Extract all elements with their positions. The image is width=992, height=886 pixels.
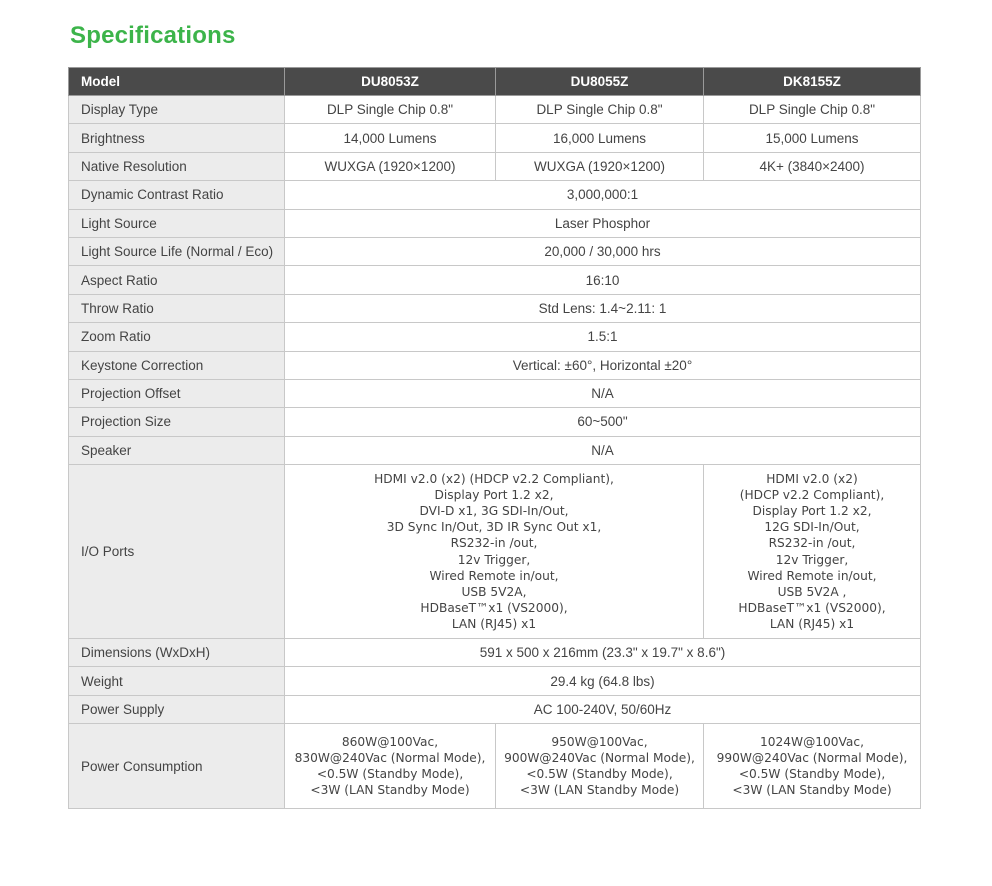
io-line: HDMI v2.0 (x2) (HDCP v2.2 Compliant), <box>374 472 614 487</box>
cell-value: 20,000 / 30,000 hrs <box>285 237 921 265</box>
io-line: HDMI v2.0 (x2) <box>766 472 858 487</box>
page-title: Specifications <box>70 22 236 49</box>
io-line: Wired Remote in/out, <box>429 568 559 583</box>
cell-value: 15,000 Lumens <box>704 124 921 152</box>
row-label: Power Supply <box>69 695 285 723</box>
cell-value: N/A <box>285 379 921 407</box>
power-line: 950W@100Vac, <box>551 735 648 750</box>
row-label: Brightness <box>69 124 285 152</box>
cell-value: AC 100-240V, 50/60Hz <box>285 695 921 723</box>
header-model-du8055z: DU8055Z <box>496 68 704 96</box>
cell-value: 1.5:1 <box>285 323 921 351</box>
cell-value: 3,000,000:1 <box>285 181 921 209</box>
cell-value: 14,000 Lumens <box>285 124 496 152</box>
table-row <box>69 408 921 436</box>
cell-value: Laser Phosphor <box>285 209 921 237</box>
row-label: I/O Ports <box>69 465 285 639</box>
cell-value-power-du8055z <box>496 724 704 809</box>
io-line: HDBaseT™x1 (VS2000), <box>738 600 886 615</box>
io-line: RS232-in /out, <box>768 536 856 551</box>
specifications-table <box>68 67 921 809</box>
cell-value: DLP Single Chip 0.8" <box>496 96 704 124</box>
row-label: Aspect Ratio <box>69 266 285 294</box>
power-line: 830W@240Vac (Normal Mode), <box>294 751 486 766</box>
table-row <box>69 152 921 180</box>
power-line: <0.5W (Standby Mode), <box>316 767 464 782</box>
row-label: Dynamic Contrast Ratio <box>69 181 285 209</box>
cell-value: WUXGA (1920×1200) <box>285 152 496 180</box>
row-label: Keystone Correction <box>69 351 285 379</box>
cell-value: 591 x 500 x 216mm (23.3" x 19.7" x 8.6") <box>285 639 921 667</box>
row-label: Weight <box>69 667 285 695</box>
cell-value-power-dk8155z <box>704 724 921 809</box>
row-label: Projection Size <box>69 408 285 436</box>
table-row <box>69 695 921 723</box>
table-row <box>69 351 921 379</box>
cell-value: 29.4 kg (64.8 lbs) <box>285 667 921 695</box>
header-model-dk8155z: DK8155Z <box>704 68 921 96</box>
io-line: Display Port 1.2 x2, <box>434 488 554 503</box>
io-line: 12v Trigger, <box>775 552 849 567</box>
io-line: 3D Sync In/Out, 3D IR Sync Out x1, <box>386 520 602 535</box>
table-row <box>69 96 921 124</box>
power-line: <3W (LAN Standby Mode) <box>519 783 680 798</box>
io-line: LAN (RJ45) x1 <box>451 616 537 631</box>
table-row <box>69 124 921 152</box>
table-row <box>69 209 921 237</box>
power-line: <0.5W (Standby Mode), <box>738 767 886 782</box>
header-model-du8053z: DU8053Z <box>285 68 496 96</box>
table-row <box>69 294 921 322</box>
table-row <box>69 237 921 265</box>
cell-value: 16:10 <box>285 266 921 294</box>
table-row <box>69 436 921 464</box>
table-row <box>69 266 921 294</box>
table-row <box>69 323 921 351</box>
cell-value: N/A <box>285 436 921 464</box>
table-row <box>69 639 921 667</box>
cell-value: 60~500" <box>285 408 921 436</box>
row-label: Speaker <box>69 436 285 464</box>
row-label: Throw Ratio <box>69 294 285 322</box>
power-line: <3W (LAN Standby Mode) <box>310 783 470 798</box>
row-label: Zoom Ratio <box>69 323 285 351</box>
cell-value: Std Lens: 1.4~2.11: 1 <box>285 294 921 322</box>
power-line: <3W (LAN Standby Mode) <box>732 783 892 798</box>
power-line: 900W@240Vac (Normal Mode), <box>504 751 695 766</box>
io-line: (HDCP v2.2 Compliant), <box>739 488 885 503</box>
cell-value-power-du8053z <box>285 724 496 809</box>
io-line: 12v Trigger, <box>457 552 531 567</box>
power-line: 990W@240Vac (Normal Mode), <box>716 751 908 766</box>
io-line: DVI-D x1, 3G SDI-In/Out, <box>419 504 569 519</box>
io-line: HDBaseT™x1 (VS2000), <box>420 600 568 615</box>
cell-value: DLP Single Chip 0.8" <box>704 96 921 124</box>
table-row <box>69 667 921 695</box>
power-line: <0.5W (Standby Mode), <box>526 767 673 782</box>
io-line: USB 5V2A, <box>461 584 527 599</box>
row-label: Dimensions (WxDxH) <box>69 639 285 667</box>
row-label: Power Consumption <box>69 724 285 809</box>
cell-value: DLP Single Chip 0.8" <box>285 96 496 124</box>
row-label: Projection Offset <box>69 379 285 407</box>
io-line: RS232-in /out, <box>450 536 538 551</box>
cell-value: 16,000 Lumens <box>496 124 704 152</box>
io-line: LAN (RJ45) x1 <box>769 616 855 631</box>
io-line: USB 5V2A , <box>777 584 847 599</box>
table-row <box>69 465 921 639</box>
io-line: Display Port 1.2 x2, <box>752 504 872 519</box>
cell-value-io-dk <box>704 465 921 639</box>
table-header-row <box>69 68 921 96</box>
table-row <box>69 724 921 809</box>
cell-value: 4K+ (3840×2400) <box>704 152 921 180</box>
io-line: 12G SDI-In/Out, <box>764 520 860 535</box>
row-label: Display Type <box>69 96 285 124</box>
row-label: Light Source <box>69 209 285 237</box>
power-line: 1024W@100Vac, <box>760 735 864 750</box>
power-line: 860W@100Vac, <box>341 735 439 750</box>
header-model-label: Model <box>69 68 285 96</box>
row-label: Light Source Life (Normal / Eco) <box>69 237 285 265</box>
table-row <box>69 181 921 209</box>
cell-value: WUXGA (1920×1200) <box>496 152 704 180</box>
row-label: Native Resolution <box>69 152 285 180</box>
cell-value: Vertical: ±60°, Horizontal ±20° <box>285 351 921 379</box>
io-line: Wired Remote in/out, <box>747 568 877 583</box>
cell-value-io-du <box>285 465 704 639</box>
table-row <box>69 379 921 407</box>
